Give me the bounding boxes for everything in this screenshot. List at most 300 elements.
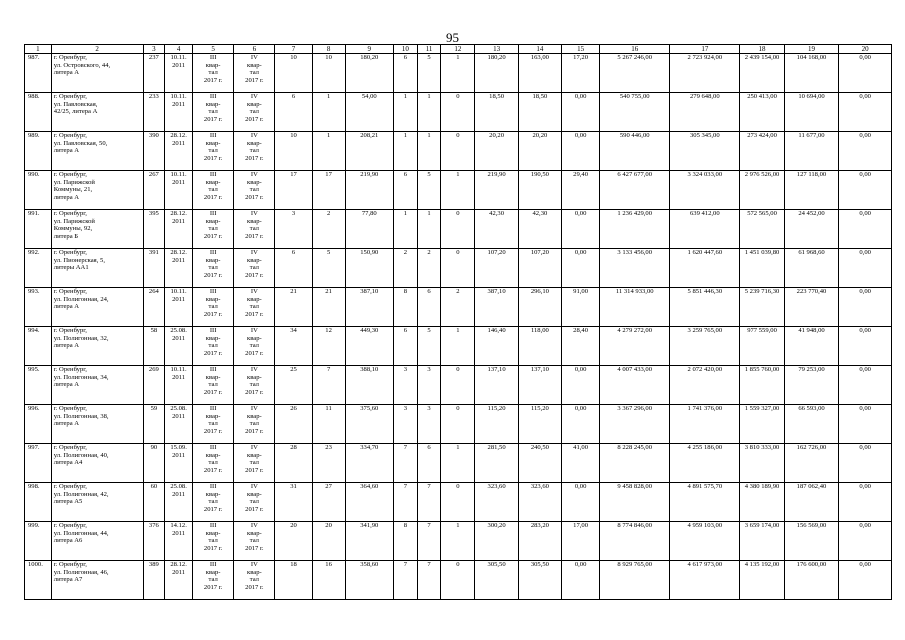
cell-c12: 0 (441, 366, 475, 405)
cell-line: тал (249, 147, 259, 155)
cell-line: 10.11. (170, 93, 187, 100)
cell-line: 2017 г. (203, 505, 223, 513)
cell-c9: 77,80 (345, 210, 393, 249)
cell-line: литера А (53, 420, 80, 428)
cell-c17: 5 851 446,30 (670, 288, 740, 327)
cell-line: тал (208, 420, 218, 428)
quarter-end-cell (234, 171, 275, 210)
cell-c14: 20,20 (518, 132, 561, 171)
column-number: 10 (394, 45, 418, 54)
cell-line: тал (249, 342, 259, 350)
column-number: 5 (193, 45, 234, 54)
quarter-start-cell (193, 366, 234, 405)
address-cell (51, 210, 143, 249)
cell-c13: 137,10 (475, 366, 518, 405)
cell-c19: 41 948,00 (784, 327, 839, 366)
quarter-end-cell (234, 522, 275, 561)
cell-line: 10.11. (170, 171, 187, 178)
cell-line: 2017 г. (203, 427, 223, 435)
cell-c9: 358,60 (345, 561, 393, 600)
cell-line: г. Оренбург, (53, 249, 87, 256)
cell-line: тал (249, 303, 259, 311)
cell-line: ул. Парижской (53, 217, 95, 225)
cell-line: ул. Павловская, 50, (53, 139, 108, 147)
cell-line: IV (250, 405, 258, 412)
cell-line: III (209, 171, 217, 178)
cell-line: 2017 г. (203, 154, 223, 162)
cell-c14: 240,50 (518, 444, 561, 483)
cell-line: 2011 (172, 139, 186, 147)
cell-line: 2017 г. (203, 388, 223, 396)
table-row (25, 561, 892, 600)
cell-c18: 572 565,00 (740, 210, 784, 249)
cell-c17: 279 648,00 (670, 93, 740, 132)
cell-line: 2017 г. (203, 466, 223, 474)
date-cell (165, 132, 193, 171)
cell-c14: 137,10 (518, 366, 561, 405)
cell-c14: 296,10 (518, 288, 561, 327)
cell-line: тал (249, 576, 259, 584)
date-cell (165, 54, 193, 93)
cell-c14: 283,20 (518, 522, 561, 561)
quarter-end-cell (234, 444, 275, 483)
cell-c19: 79 253,00 (784, 366, 839, 405)
cell-c12: 0 (441, 210, 475, 249)
quarter-end-cell (234, 54, 275, 93)
date-cell (165, 288, 193, 327)
cell-line: тал (208, 381, 218, 389)
cell-line: 2011 (172, 295, 186, 303)
cell-line: 42/25, литера А (53, 108, 98, 116)
table-row (25, 210, 892, 249)
cell-c13: 323,60 (475, 483, 518, 522)
cell-c20: 0,00 (839, 366, 892, 405)
cell-c13: 305,50 (475, 561, 518, 600)
table-row (25, 93, 892, 132)
date-cell (165, 405, 193, 444)
table-row (25, 483, 892, 522)
cell-line: 2011 (172, 100, 186, 108)
cell-line: 2017 г. (203, 271, 223, 279)
cell-line: IV (250, 366, 258, 373)
cell-c11: 1 (417, 93, 441, 132)
cell-line: тал (249, 69, 259, 77)
cell-c10: 6 (394, 327, 418, 366)
cell-line: тал (208, 147, 218, 155)
cell-line: ул. Полигонная, 34, (53, 373, 109, 381)
cell-line: III (209, 483, 217, 490)
cell-c7: 20 (275, 522, 312, 561)
cell-line: 2017 г. (245, 232, 264, 240)
quarter-end-cell (234, 561, 275, 600)
column-number: 12 (441, 45, 475, 54)
cell-line: тал (249, 381, 259, 389)
cell-c7: 28 (275, 444, 312, 483)
cell-line: квар- (205, 139, 221, 147)
cell-line: квар- (247, 61, 262, 69)
cell-c8: 5 (312, 249, 345, 288)
cell-c15: 91,00 (562, 288, 600, 327)
cell-line: квар- (205, 178, 221, 186)
cell-line: тал (208, 108, 218, 116)
cell-c16: 3 133 456,00 (600, 249, 670, 288)
cell-line: квар- (205, 334, 221, 342)
cell-c9: 219,90 (345, 171, 393, 210)
cell-c14: 163,00 (518, 54, 561, 93)
cell-line: квар- (205, 412, 221, 420)
table-row (25, 288, 892, 327)
cell-c9: 387,10 (345, 288, 393, 327)
cell-c13: 387,10 (475, 288, 518, 327)
cell-c16: 540 755,00 (600, 93, 670, 132)
cell-c3: 390 (143, 132, 165, 171)
cell-c11: 6 (417, 288, 441, 327)
cell-c11: 1 (417, 132, 441, 171)
cell-c15: 0,00 (562, 561, 600, 600)
cell-c11: 3 (417, 366, 441, 405)
cell-c16: 11 314 933,00 (600, 288, 670, 327)
table-row (25, 171, 892, 210)
quarter-end-cell (234, 327, 275, 366)
cell-line: III (209, 93, 217, 100)
cell-line: литера А5 (53, 498, 83, 506)
cell-c17: 4 959 103,00 (670, 522, 740, 561)
cell-line: квар- (247, 490, 262, 498)
cell-line: 10.11. (170, 288, 187, 295)
cell-line: 2017 г. (245, 583, 264, 591)
cell-line: тал (208, 264, 218, 272)
cell-line: г. Оренбург, (53, 444, 87, 451)
quarter-end-cell (234, 210, 275, 249)
address-cell (51, 405, 143, 444)
cell-c19: 11 677,00 (784, 132, 839, 171)
column-number: 2 (51, 45, 143, 54)
cell-c19: 127 118,00 (784, 171, 839, 210)
column-number: 6 (234, 45, 275, 54)
cell-line: Коммуны, 21, (53, 186, 93, 194)
cell-line: 2017 г. (245, 427, 264, 435)
cell-c16: 5 267 246,00 (600, 54, 670, 93)
cell-line: III (209, 327, 217, 334)
quarter-end-cell (234, 288, 275, 327)
cell-line: 10.11. (170, 366, 187, 373)
cell-line: 2011 (172, 529, 186, 537)
cell-line: III (209, 132, 217, 139)
cell-line: квар- (247, 412, 262, 420)
cell-c9: 449,30 (345, 327, 393, 366)
address-cell (51, 171, 143, 210)
cell-line: III (209, 366, 217, 373)
table-row (25, 54, 892, 93)
cell-c19: 104 168,00 (784, 54, 839, 93)
cell-c19: 187 062,40 (784, 483, 839, 522)
cell-c10: 1 (394, 93, 418, 132)
cell-c9: 388,10 (345, 366, 393, 405)
cell-c18: 4 135 192,00 (740, 561, 784, 600)
quarter-start-cell (193, 288, 234, 327)
cell-line: 2011 (172, 256, 186, 264)
cell-c13: 146,40 (475, 327, 518, 366)
cell-line: ул. Полигонная, 40, (53, 451, 109, 459)
column-number: 9 (345, 45, 393, 54)
cell-line: 2017 г. (245, 154, 264, 162)
cell-c12: 1 (441, 327, 475, 366)
cell-c20: 0,00 (839, 405, 892, 444)
quarter-end-cell (234, 366, 275, 405)
cell-c10: 2 (394, 249, 418, 288)
cell-c3: 269 (143, 366, 165, 405)
cell-c20: 0,00 (839, 171, 892, 210)
cell-line: III (209, 405, 217, 412)
column-number: 20 (839, 45, 892, 54)
cell-line: квар- (247, 295, 262, 303)
row-number: 997. (25, 444, 52, 483)
quarter-start-cell (193, 93, 234, 132)
cell-c8: 2 (312, 210, 345, 249)
cell-c16: 6 427 677,00 (600, 171, 670, 210)
cell-line: III (209, 288, 217, 295)
date-cell (165, 171, 193, 210)
cell-c16: 8 228 245,00 (600, 444, 670, 483)
cell-line: 2017 г. (245, 310, 264, 318)
cell-c14: 323,60 (518, 483, 561, 522)
cell-c15: 0,00 (562, 93, 600, 132)
cell-line: г. Оренбург, (53, 54, 87, 61)
cell-line: ул. Пионерская, 5, (53, 256, 105, 264)
date-cell (165, 366, 193, 405)
cell-c15: 0,00 (562, 483, 600, 522)
column-number: 19 (784, 45, 839, 54)
cell-c9: 341,90 (345, 522, 393, 561)
cell-line: IV (250, 132, 258, 139)
cell-line: 2017 г. (245, 505, 264, 513)
column-number: 1 (25, 45, 52, 54)
cell-c17: 2 072 420,00 (670, 366, 740, 405)
address-cell (51, 366, 143, 405)
column-number: 4 (165, 45, 193, 54)
cell-line: 2017 г. (245, 193, 264, 201)
cell-c7: 17 (275, 171, 312, 210)
address-cell (51, 132, 143, 171)
cell-c18: 4 380 189,90 (740, 483, 784, 522)
cell-line: 25.08. (170, 405, 187, 412)
cell-c11: 7 (417, 561, 441, 600)
column-number: 3 (143, 45, 165, 54)
cell-c18: 3 810 333,00 (740, 444, 784, 483)
cell-line: 2017 г. (245, 76, 264, 84)
cell-c10: 8 (394, 522, 418, 561)
cell-c16: 4 279 272,00 (600, 327, 670, 366)
cell-line: 28.12. (170, 132, 187, 139)
cell-line: квар- (247, 373, 262, 381)
cell-c19: 61 968,60 (784, 249, 839, 288)
cell-line: тал (249, 420, 259, 428)
cell-line: 2017 г. (203, 232, 223, 240)
cell-line: IV (250, 249, 258, 256)
cell-c12: 0 (441, 405, 475, 444)
cell-c13: 180,20 (475, 54, 518, 93)
cell-c18: 1 451 039,80 (740, 249, 784, 288)
cell-line: г. Оренбург, (53, 171, 87, 178)
cell-c15: 41,00 (562, 444, 600, 483)
cell-c10: 8 (394, 288, 418, 327)
cell-c14: 305,50 (518, 561, 561, 600)
cell-c8: 17 (312, 171, 345, 210)
cell-c20: 0,00 (839, 249, 892, 288)
cell-line: 2011 (172, 61, 186, 69)
date-cell (165, 522, 193, 561)
cell-c19: 156 569,00 (784, 522, 839, 561)
address-cell (51, 561, 143, 600)
cell-line: квар- (247, 139, 262, 147)
cell-c19: 10 694,00 (784, 93, 839, 132)
row-number: 989. (25, 132, 52, 171)
cell-line: г. Оренбург, (53, 405, 87, 412)
quarter-end-cell (234, 249, 275, 288)
cell-line: 2011 (172, 373, 186, 381)
cell-line: 2011 (172, 451, 186, 459)
cell-line: III (209, 54, 217, 61)
address-cell (51, 327, 143, 366)
cell-line: квар- (205, 61, 221, 69)
cell-line: 2017 г. (203, 583, 223, 591)
cell-c17: 4 891 575,70 (670, 483, 740, 522)
cell-c7: 34 (275, 327, 312, 366)
cell-line: г. Оренбург, (53, 132, 87, 139)
cell-c8: 1 (312, 93, 345, 132)
cell-line: литера А7 (53, 576, 83, 584)
cell-c11: 5 (417, 327, 441, 366)
quarter-start-cell (193, 561, 234, 600)
row-number: 996. (25, 405, 52, 444)
cell-c15: 0,00 (562, 249, 600, 288)
cell-line: 28.12. (170, 561, 187, 568)
cell-c14: 190,50 (518, 171, 561, 210)
quarter-end-cell (234, 93, 275, 132)
cell-c12: 0 (441, 561, 475, 600)
quarter-start-cell (193, 327, 234, 366)
cell-c11: 6 (417, 444, 441, 483)
cell-line: г. Оренбург, (53, 327, 87, 334)
cell-c11: 5 (417, 171, 441, 210)
date-cell (165, 249, 193, 288)
cell-line: квар- (205, 568, 221, 576)
cell-line: тал (208, 576, 218, 584)
cell-line: 2011 (172, 412, 186, 420)
cell-c8: 20 (312, 522, 345, 561)
cell-c14: 107,20 (518, 249, 561, 288)
cell-line: квар- (247, 451, 262, 459)
cell-c3: 233 (143, 93, 165, 132)
cell-line: 14.12. (170, 522, 187, 529)
cell-c16: 8 774 846,00 (600, 522, 670, 561)
table-row (25, 366, 892, 405)
cell-line: литера Б (53, 232, 79, 240)
cell-c20: 0,00 (839, 522, 892, 561)
cell-c3: 264 (143, 288, 165, 327)
cell-c20: 0,00 (839, 210, 892, 249)
cell-line: IV (250, 483, 258, 490)
cell-line: ул. Островского, 44, (53, 61, 111, 69)
cell-c20: 0,00 (839, 561, 892, 600)
cell-c10: 3 (394, 405, 418, 444)
cell-line: 2017 г. (245, 388, 264, 396)
cell-c18: 273 424,00 (740, 132, 784, 171)
date-cell (165, 327, 193, 366)
cell-line: III (209, 561, 217, 568)
cell-c7: 25 (275, 366, 312, 405)
cell-c16: 590 446,00 (600, 132, 670, 171)
cell-line: 10.11. (170, 54, 187, 61)
cell-line: квар- (247, 334, 262, 342)
address-cell (51, 522, 143, 561)
cell-c20: 0,00 (839, 444, 892, 483)
cell-c16: 3 367 296,00 (600, 405, 670, 444)
table-row (25, 405, 892, 444)
cell-line: III (209, 249, 217, 256)
cell-c8: 16 (312, 561, 345, 600)
cell-c18: 5 239 716,30 (740, 288, 784, 327)
cell-line: IV (250, 327, 258, 334)
cell-c17: 4 617 973,00 (670, 561, 740, 600)
cell-c8: 10 (312, 54, 345, 93)
cell-c15: 17,20 (562, 54, 600, 93)
cell-c9: 208,21 (345, 132, 393, 171)
cell-c18: 1 855 760,00 (740, 366, 784, 405)
cell-line: 2017 г. (203, 115, 223, 123)
cell-c20: 0,00 (839, 93, 892, 132)
cell-line: г. Оренбург, (53, 366, 87, 373)
cell-line: ул. Полигонная, 44, (53, 529, 109, 537)
cell-line: тал (208, 498, 218, 506)
cell-c19: 162 726,00 (784, 444, 839, 483)
cell-line: IV (250, 93, 258, 100)
cell-line: тал (208, 303, 218, 311)
column-number: 11 (417, 45, 441, 54)
cell-c9: 334,70 (345, 444, 393, 483)
cell-c3: 90 (143, 444, 165, 483)
cell-line: 2017 г. (245, 544, 264, 552)
cell-line: 2011 (172, 568, 186, 576)
cell-line: квар- (205, 100, 221, 108)
cell-line: 25.08. (170, 327, 187, 334)
date-cell (165, 561, 193, 600)
cell-c17: 639 412,00 (670, 210, 740, 249)
date-cell (165, 483, 193, 522)
cell-c15: 17,00 (562, 522, 600, 561)
cell-line: 2011 (172, 217, 186, 225)
column-number: 17 (670, 45, 740, 54)
cell-line: литера А (53, 381, 80, 389)
address-cell (51, 288, 143, 327)
table-row (25, 249, 892, 288)
cell-c7: 3 (275, 210, 312, 249)
cell-c7: 31 (275, 483, 312, 522)
cell-line: квар- (205, 451, 221, 459)
cell-c17: 3 324 033,00 (670, 171, 740, 210)
cell-c3: 267 (143, 171, 165, 210)
cell-line: квар- (247, 529, 262, 537)
cell-line: тал (208, 459, 218, 467)
column-number: 8 (312, 45, 345, 54)
row-number: 991. (25, 210, 52, 249)
cell-line: тал (208, 186, 218, 194)
cell-c8: 1 (312, 132, 345, 171)
cell-c12: 1 (441, 54, 475, 93)
cell-line: квар- (205, 295, 221, 303)
cell-line: г. Оренбург, (53, 93, 87, 100)
cell-line: квар- (247, 100, 262, 108)
